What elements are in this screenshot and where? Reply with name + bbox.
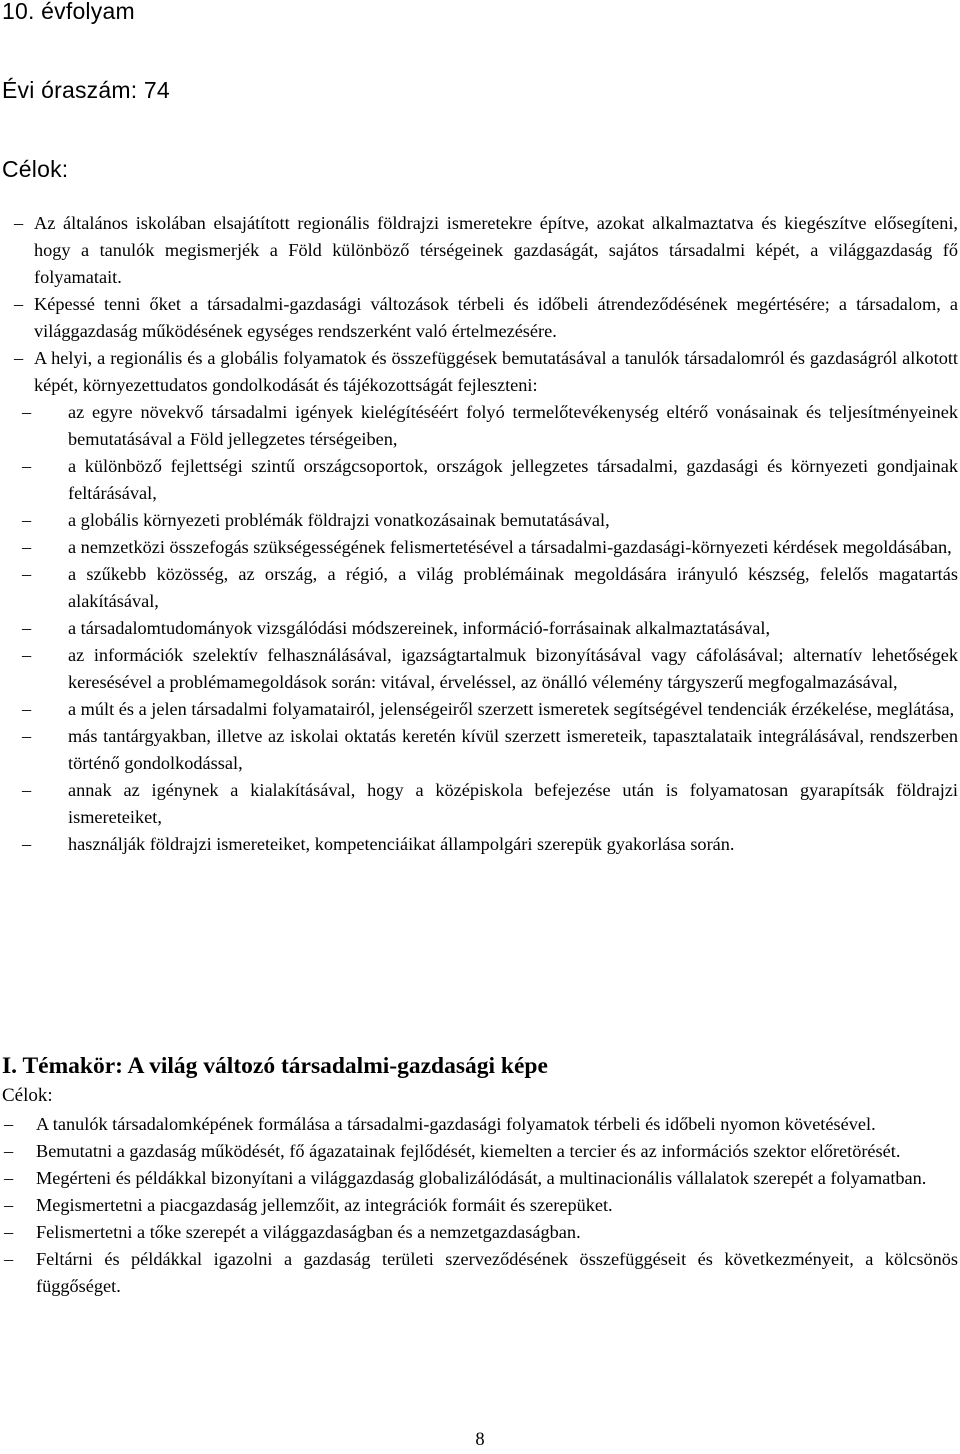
hours-heading: Évi óraszám: 74 xyxy=(2,77,170,103)
theme-goal-text: Megismertetni a piacgazdaság jellemzőit, az integrációk formáit és szerepüket. xyxy=(36,1195,613,1215)
goal-subitem-text: az információk szelektív felhasználásával, igazságtartalmuk bizonyításával vagy cáfolásával; alternatív lehetőségek keresésével a problémamegoldások során: vitával, érveléssel, az önálló vélemény tárgyszerű megfogalmazásával, xyxy=(68,645,958,692)
theme-goal-item xyxy=(0,1111,958,1138)
goal-subitem-text: a különböző fejlettségi szintű országcsoportok, országok jellegzetes társadalmi, gazdasági és környezeti gondjainak feltárásával, xyxy=(68,456,958,503)
goal-subitem xyxy=(0,534,958,561)
goal-subitem-text: a globális környezeti problémák földrajzi vonatkozásainak bemutatásával, xyxy=(68,510,610,530)
goal-subitem xyxy=(0,507,958,534)
theme-goal-text: Feltárni és példákkal igazolni a gazdaság területi szerveződésének összefüggéseit és következményeit, a kölcsönös függőséget. xyxy=(36,1249,958,1296)
theme-goal-text: Megérteni és példákkal bizonyítani a világgazdaság globalizálódását, a multinacionális vállalatok szerepét a folyamatban. xyxy=(36,1168,927,1188)
goal-subitem-text: a múlt és a jelen társadalmi folyamatairól, jelenségeiről szerzett ismeretek segítségével tendenciák érzékelése, meglátása, xyxy=(68,699,955,719)
goal-text: Képessé tenni őket a társadalmi-gazdasági változások térbeli és időbeli átrendeződésének megértésére; a társadalom, a világgazdaság működésének egységes rendszerként való értelmezésére. xyxy=(34,294,958,341)
theme-goal-text: Felismertetni a tőke szerepét a világgazdaságban és a nemzetgazdaságban. xyxy=(36,1222,581,1242)
goal-item xyxy=(0,345,958,858)
goal-subitem xyxy=(0,777,958,831)
goal-subitem-text: a nemzetközi összefogás szükségességének felismertetésével a társadalmi-gazdasági-környezeti kérdések megoldásában, xyxy=(68,537,952,557)
theme-goal-text: A tanulók társadalomképének formálása a társadalmi-gazdasági folyamatok térbeli és időbeli nyomon követésével. xyxy=(36,1114,876,1134)
goal-subitem-text: a társadalomtudományok vizsgálódási módszereinek, információ-forrásainak alkalmaztatásával, xyxy=(68,618,771,638)
theme-goal-item xyxy=(0,1138,958,1165)
goal-subitem xyxy=(0,723,958,777)
goals-heading: Célok: xyxy=(2,156,69,182)
theme-goal-item xyxy=(0,1219,958,1246)
goal-subitem xyxy=(0,615,958,642)
goal-item xyxy=(0,210,958,291)
goal-subitem xyxy=(0,696,958,723)
theme-title: I. Témakör: A világ változó társadalmi-gazdasági képe xyxy=(2,1053,548,1079)
goal-subitem-text: annak az igénynek a kialakításával, hogy a középiskola befejezése után is folyamatosan gyarapítsák földrajzi ismereteiket, xyxy=(68,780,958,827)
goal-subitem xyxy=(0,561,958,615)
theme-goal-text: Bemutatni a gazdaság működését, fő ágazatainak fejlődését, kiemelten a tercier és az információs szektor előretörését. xyxy=(36,1141,901,1161)
goal-subitem-text: a szűkebb közösség, az ország, a régió, a világ problémáinak megoldására irányuló készség, felelős magatartás alakításával, xyxy=(68,564,958,611)
goal-subitem xyxy=(0,399,958,453)
goal-subitem-text: használják földrajzi ismereteiket, kompetenciáikat állampolgári szerepük gyakorlása során. xyxy=(68,834,735,854)
theme-goals-list xyxy=(0,1111,958,1300)
goal-sublist xyxy=(34,399,958,858)
goal-text: A helyi, a regionális és a globális folyamatok és összefüggések bemutatásával a tanulók társadalomról és gazdaságról alkotott képét, környezettudatos gondolkodását és tájékozottságát fejleszteni: xyxy=(34,348,958,395)
goal-subitem xyxy=(0,831,958,858)
theme-goal-item xyxy=(0,1192,958,1219)
goal-subitem-text: az egyre növekvő társadalmi igények kielégítéséért folyó termelőtevékenység eltérő vonásainak és teljesítményeinek bemutatásával a Föld jellegzetes térségeiben, xyxy=(68,402,958,449)
page-number: 8 xyxy=(475,1430,485,1450)
theme-goals-heading: Célok: xyxy=(2,1085,53,1106)
goal-text: Az általános iskolában elsajátított regionális földrajzi ismeretekre építve, azokat alkalmaztatva és kiegészítve elősegíteni, hogy a tanulók megismerjék a Föld különböző térségeinek gazdaságát, sajátos társadalmi képét, a világgazdaság fő folyamatait. xyxy=(34,213,958,287)
goal-subitem-text: más tantárgyakban, illetve az iskolai oktatás keretén kívül szerzett ismereteik, tapasztalataik integrálásával, rendszerben történő gondolkodással, xyxy=(68,726,958,773)
goal-item xyxy=(0,291,958,345)
grade-heading: 10. évfolyam xyxy=(2,0,135,24)
theme-goal-item xyxy=(0,1165,958,1192)
goal-subitem xyxy=(0,453,958,507)
goals-list xyxy=(0,210,958,858)
theme-goal-item xyxy=(0,1246,958,1300)
goal-subitem xyxy=(0,642,958,696)
